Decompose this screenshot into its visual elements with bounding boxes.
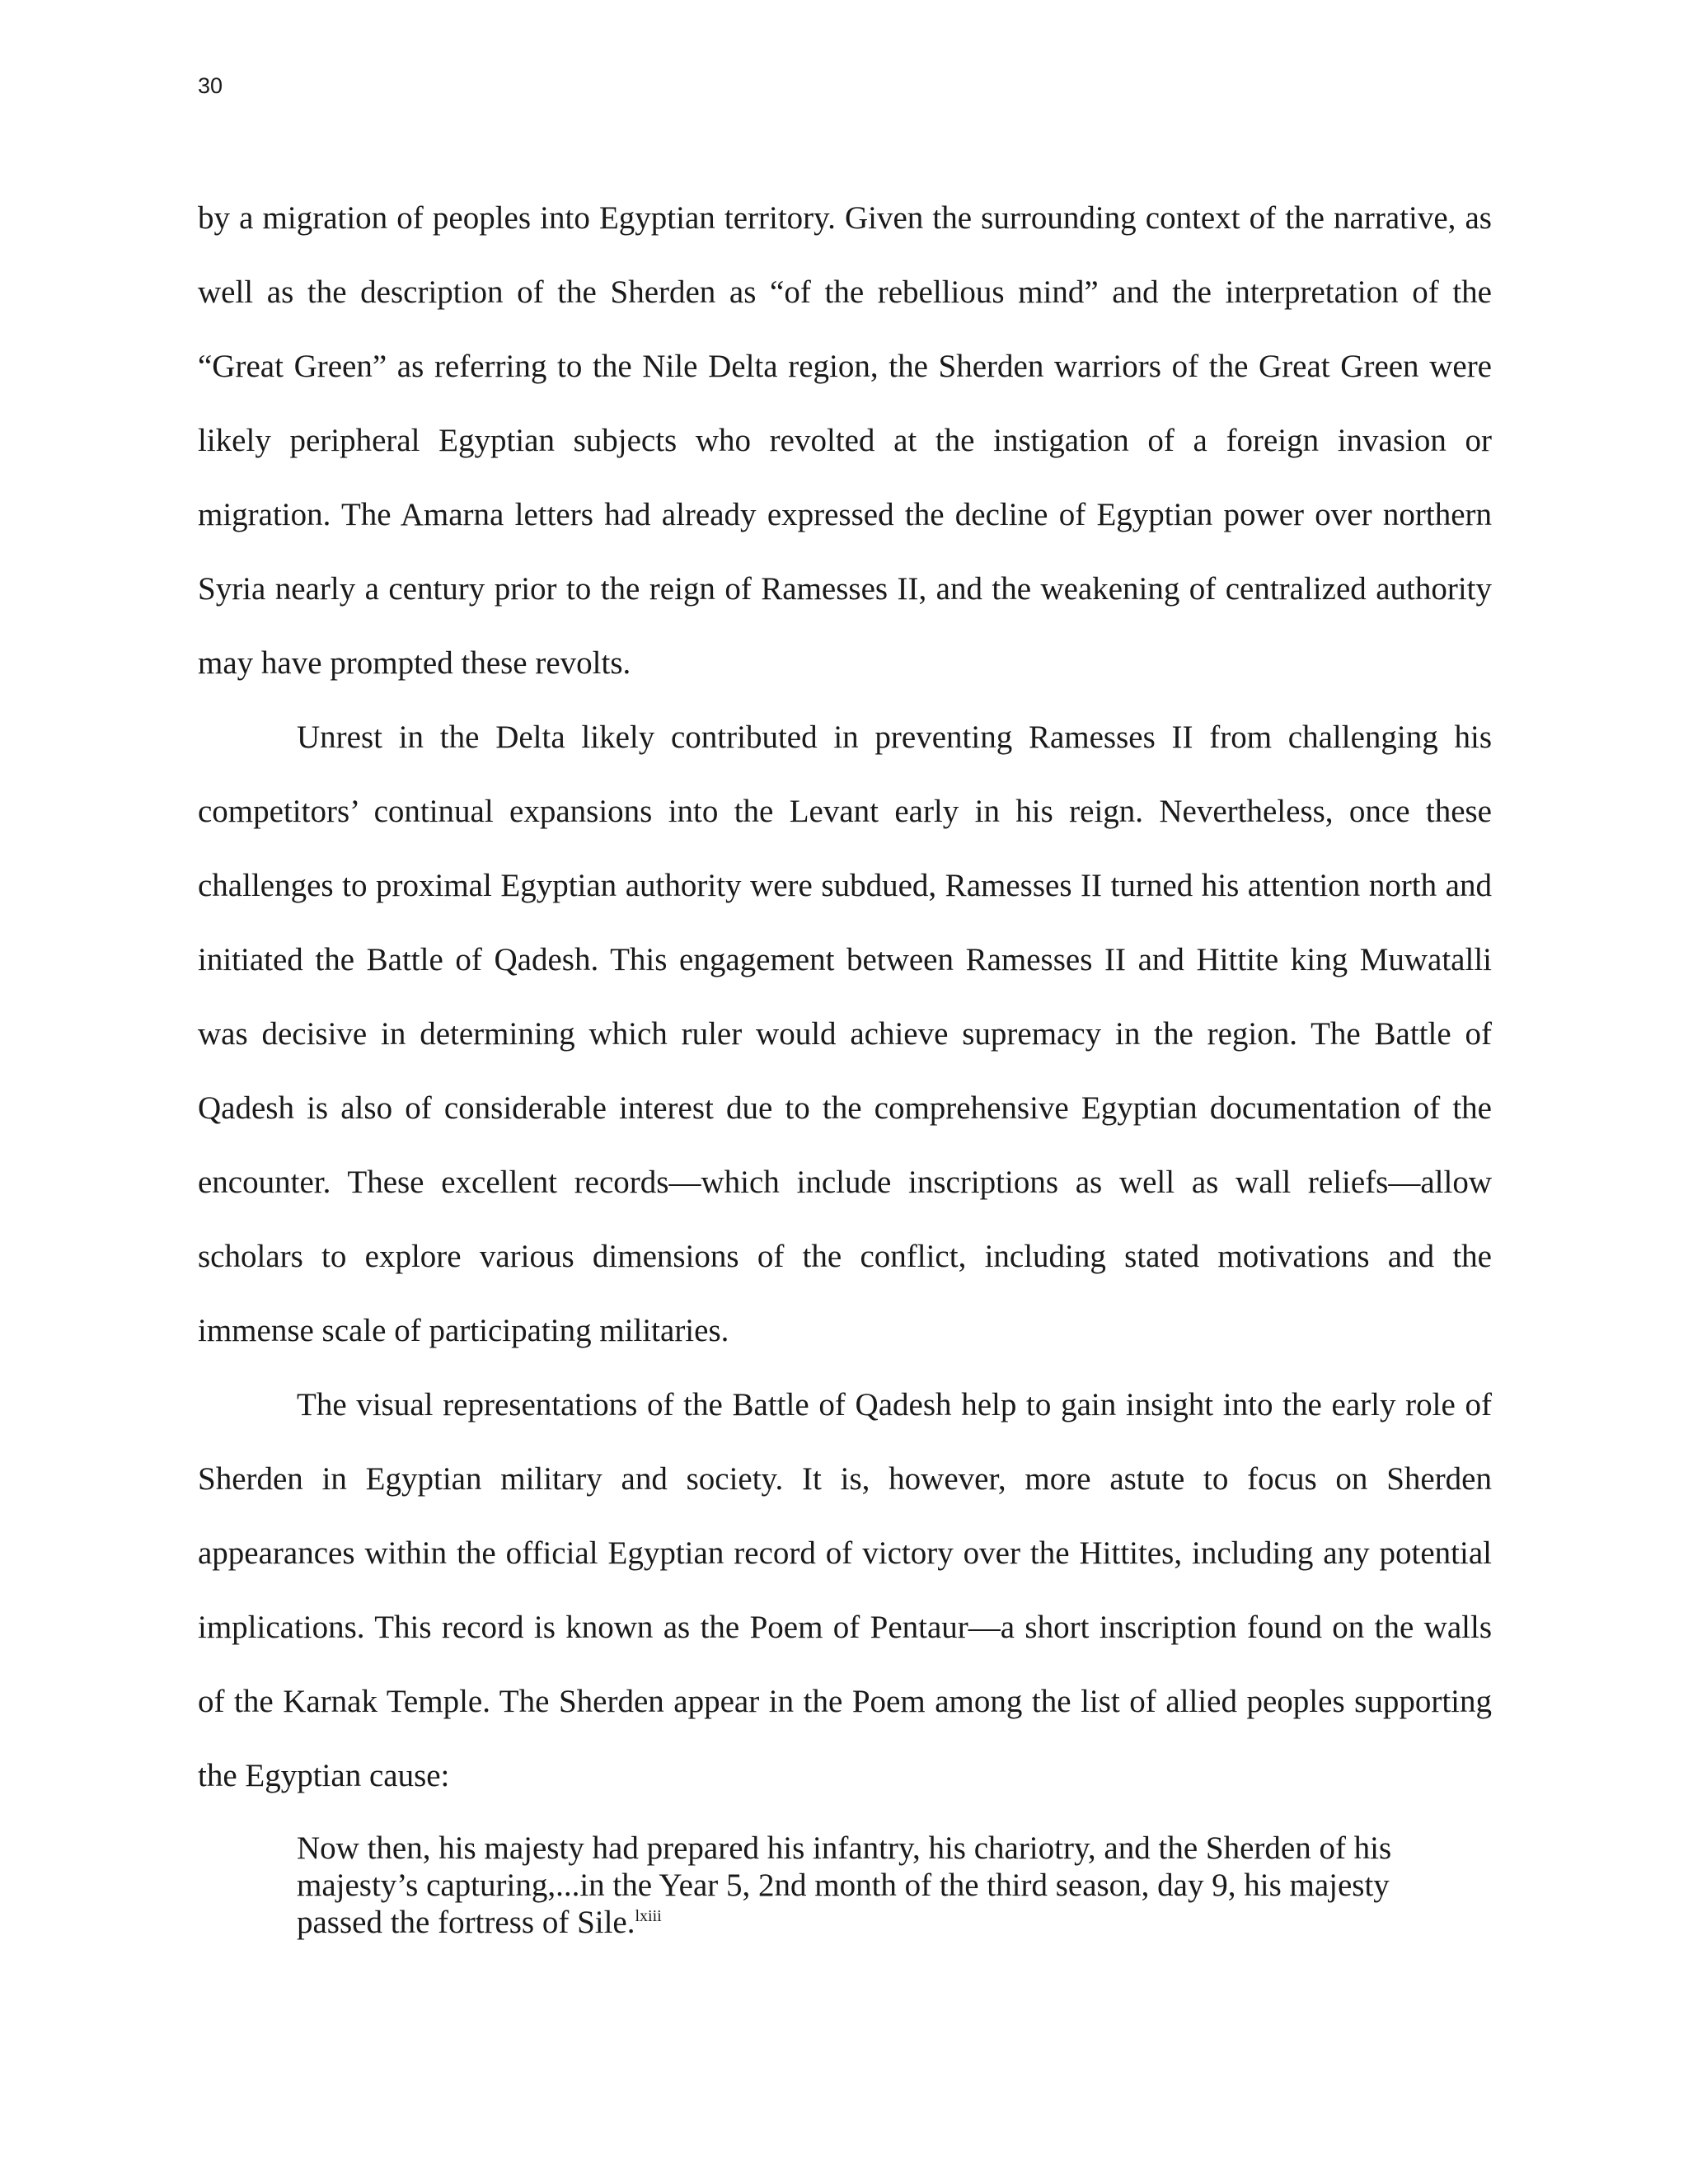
paragraph-1: by a migration of peoples into Egyptian territory. Given the surrounding context of the narrative, as well as the description of the Sherden as “of the rebellious mind” and the interpretation of the “Great Green” as referring to the Nile Delta region, the Sherden warriors of the Great Green were likely peripheral Egyptian subjects who revolted at the instigation of a foreign invasion or migration. The Amarna letters had already expressed the decline of Egyptian power over northern Syria nearly a century prior to the reign of Ramesses II, and the weakening of centralized authority may have prompted these revolts. <box>198 200 1492 681</box>
page-number: 30 <box>198 73 223 98</box>
block-quote <box>297 1830 1393 1941</box>
paragraph-2: Unrest in the Delta likely contributed in preventing Ramesses II from challenging his competitors’ continual expansions into the Levant early in his reign. Nevertheless, once these challenges to proximal Egyptian authority were subdued, Ramesses II turned his attention north and initiated the Battle of Qadesh. This engagement between Ramesses II and Hittite king Muwatalli was decisive in determining which ruler would achieve supremacy in the region. The Battle of Qadesh is also of considerable interest due to the comprehensive Egyptian documentation of the encounter. These excellent records—which include inscriptions as well as wall reliefs—allow scholars to explore various dimensions of the conflict, including stated motivations and the immense scale of participating militaries. <box>198 719 1492 1348</box>
footnote-reference[interactable]: lxiii <box>635 1907 662 1925</box>
block-quote-text: Now then, his majesty had prepared his infantry, his chariotry, and the Sherden of his majesty’s capturing,...in the Year 5, 2nd month of the third season, day 9, his majesty passed the fortress of Sile. <box>297 1830 1392 1940</box>
body-text <box>198 181 1492 1813</box>
paragraph-3: The visual representations of the Battle of Qadesh help to gain insight into the early role of Sherden in Egyptian military and society. It is, however, more astute to focus on Sherden appearances within the official Egyptian record of victory over the Hittites, including any potential implications. This record is known as the Poem of Pentaur—a short inscription found on the walls of the Karnak Temple. The Sherden appear in the Poem among the list of allied peoples supporting the Egyptian cause: <box>198 1387 1492 1793</box>
